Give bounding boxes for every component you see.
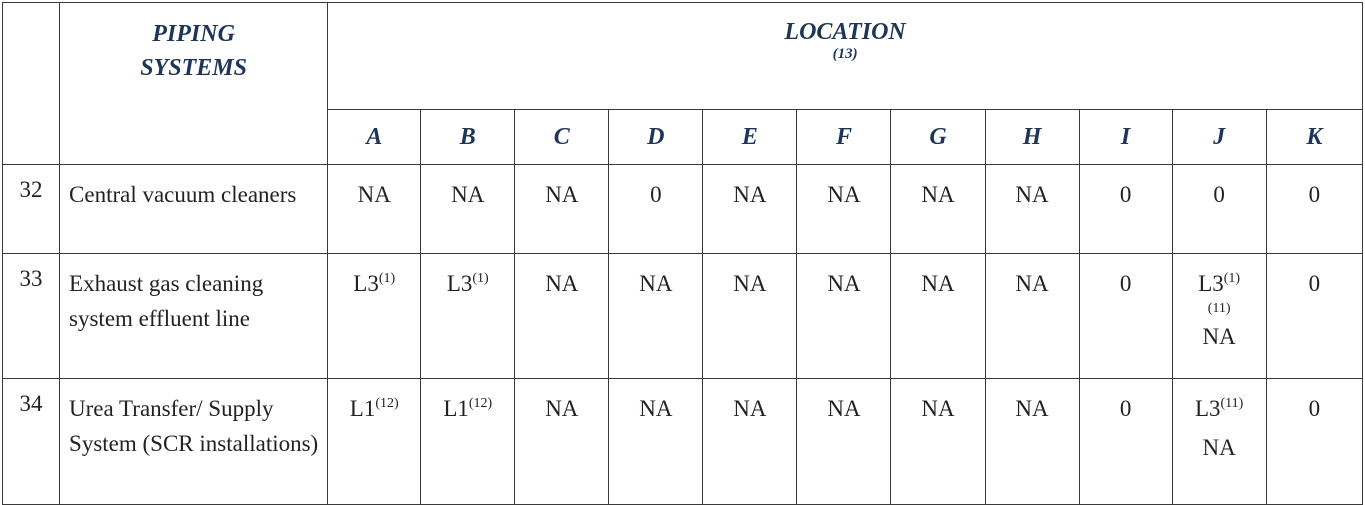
cell-value: L3 [446, 271, 473, 296]
table-row [3, 379, 1363, 505]
location-value-h [985, 379, 1079, 505]
piping-system-name: Central vacuum cleaners [60, 165, 328, 254]
cell-value: NA [827, 182, 861, 207]
cell-value: 0 [650, 182, 662, 207]
location-column-c: C [515, 110, 609, 165]
cell-value: NA [733, 182, 767, 207]
cell-value: NA [733, 396, 767, 421]
cell-value: NA [921, 271, 955, 296]
location-value-b [421, 165, 515, 254]
location-value-k [1266, 254, 1362, 379]
cell-value: NA [545, 396, 579, 421]
cell-value: NA [921, 182, 955, 207]
location-header [328, 3, 1363, 110]
cell-value: 0 [1213, 182, 1225, 207]
cell-extra-value: NA [1202, 435, 1236, 460]
cell-value: NA [733, 271, 767, 296]
location-value-i [1079, 379, 1172, 505]
piping-header-line1: PIPING [152, 21, 235, 47]
cell-value: 0 [1308, 271, 1321, 296]
cell-value: 0 [1119, 271, 1132, 296]
location-value-i [1079, 254, 1172, 379]
cell-value: 0 [1119, 182, 1132, 207]
location-value-c [515, 165, 609, 254]
location-column-g: G [891, 110, 985, 165]
location-value-e [703, 165, 797, 254]
cell-value: L3 [1194, 396, 1221, 421]
row-number-header [3, 3, 60, 165]
location-value-a [328, 165, 421, 254]
cell-extra-value: NA [1202, 324, 1236, 349]
location-column-j: J [1172, 110, 1266, 165]
table-row [3, 165, 1363, 254]
location-column-k: K [1266, 110, 1362, 165]
row-number: 33 [3, 254, 60, 379]
cell-value: 0 [1119, 396, 1132, 421]
location-value-k [1266, 165, 1362, 254]
location-footnote: (13) [832, 46, 858, 62]
cell-value: NA [827, 271, 861, 296]
location-column-d: D [609, 110, 703, 165]
location-value-e [703, 379, 797, 505]
piping-systems-table [2, 2, 1363, 505]
cell-footnote-ref: (1) [378, 271, 396, 286]
location-value-h [985, 254, 1079, 379]
cell-value: L1 [443, 396, 469, 421]
location-value-f [797, 165, 891, 254]
row-number: 34 [3, 379, 60, 505]
cell-footnote-ref: (12) [468, 396, 493, 411]
location-value-b [421, 254, 515, 379]
cell-value: NA [639, 271, 673, 296]
location-value-d [609, 379, 703, 505]
location-value-j [1172, 165, 1266, 254]
location-column-i: I [1079, 110, 1172, 165]
cell-value: NA [921, 396, 955, 421]
cell-value: L3 [353, 271, 379, 296]
cell-value: NA [545, 271, 579, 296]
cell-value: L1 [349, 396, 376, 421]
cell-value: NA [1015, 396, 1049, 421]
location-column-f: F [797, 110, 891, 165]
location-value-f [797, 379, 891, 505]
location-value-d [609, 165, 703, 254]
location-value-g [891, 165, 985, 254]
cell-footnote-ref: (1) [472, 271, 489, 286]
location-value-j [1172, 379, 1266, 505]
table-row [3, 254, 1363, 379]
location-column-a: A [328, 110, 421, 165]
cell-footnote-ref: (1) [1223, 271, 1241, 286]
location-value-h [985, 165, 1079, 254]
cell-note: (11) [1207, 301, 1231, 316]
location-column-b: B [421, 110, 515, 165]
location-value-g [891, 254, 985, 379]
cell-value: NA [357, 182, 391, 207]
location-value-a [328, 254, 421, 379]
cell-value: NA [1015, 182, 1049, 207]
cell-value: NA [639, 396, 673, 421]
piping-system-name: Urea Transfer/ Supply System (SCR installations) [60, 379, 328, 505]
location-column-e: E [703, 110, 797, 165]
location-value-g [891, 379, 985, 505]
cell-footnote-ref: (12) [375, 396, 399, 411]
cell-value: L3 [1198, 271, 1224, 296]
location-value-a [328, 379, 421, 505]
cell-value: 0 [1308, 182, 1321, 207]
piping-header-line2: SYSTEMS [140, 55, 247, 81]
cell-value: NA [545, 182, 579, 207]
location-value-j [1172, 254, 1266, 379]
location-value-b [421, 379, 515, 505]
location-title: LOCATION [784, 19, 906, 45]
piping-systems-header [60, 3, 328, 165]
cell-footnote-ref: (11) [1220, 396, 1244, 411]
cell-value: NA [451, 182, 485, 207]
location-value-c [515, 254, 609, 379]
piping-system-name: Exhaust gas cleaning system effluent line [60, 254, 328, 379]
location-value-i [1079, 165, 1172, 254]
location-value-f [797, 254, 891, 379]
location-value-d [609, 254, 703, 379]
location-value-c [515, 379, 609, 505]
cell-value: NA [1015, 271, 1049, 296]
location-column-h: H [985, 110, 1079, 165]
cell-value: 0 [1308, 396, 1321, 421]
location-value-k [1266, 379, 1362, 505]
row-number: 32 [3, 165, 60, 254]
cell-value: NA [827, 396, 861, 421]
location-value-e [703, 254, 797, 379]
